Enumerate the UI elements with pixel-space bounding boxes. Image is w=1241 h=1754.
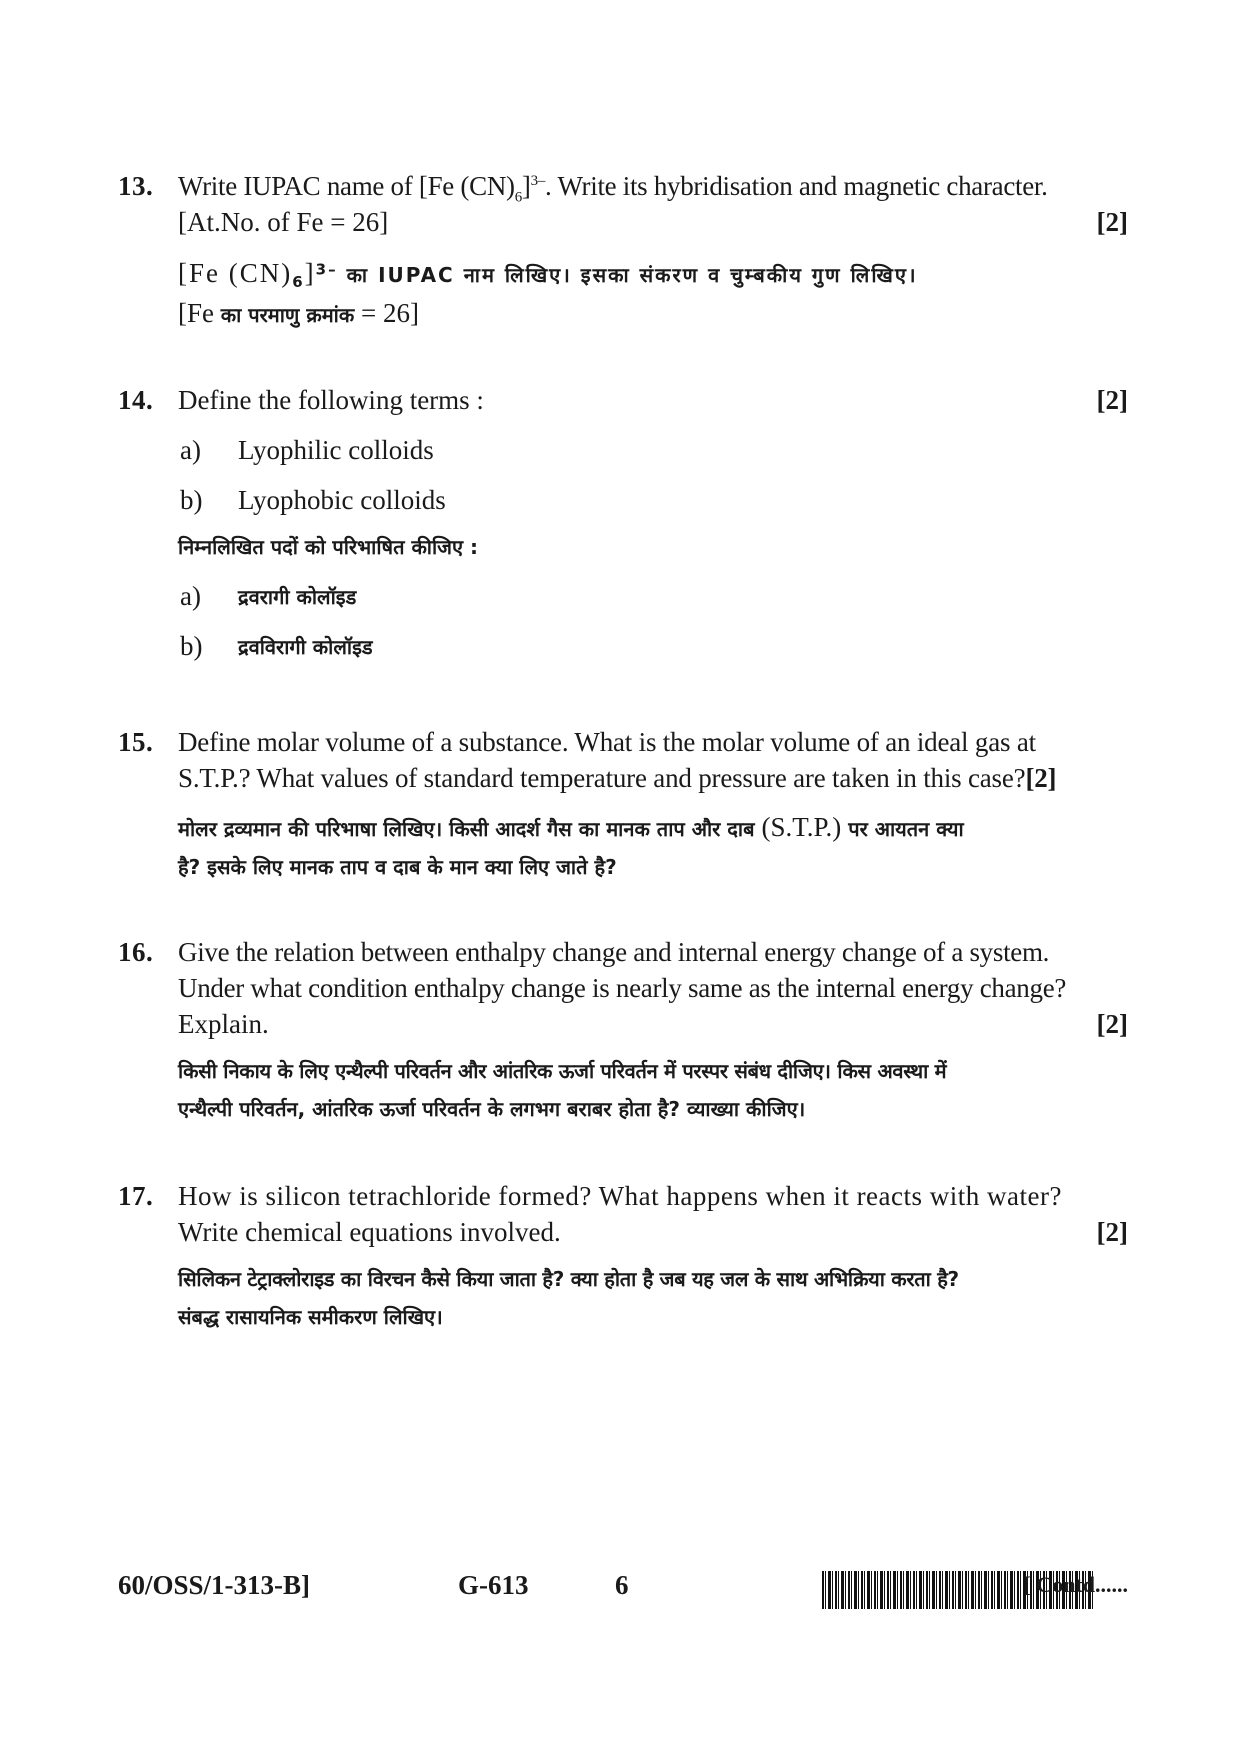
question-text-hi: [Fe का परमाणु क्रमांक = 26]	[178, 298, 419, 328]
question-text-hi: सिलिकन टेट्राक्लोराइड का विरचन कैसे किया जाता है? क्या होता है जब यह जल के साथ अभिक्रिया करता है?	[178, 1267, 959, 1291]
list-item: a) Lyophilic colloids	[180, 435, 434, 465]
question-text-en: Under what condition enthalpy change is nearly same as the internal energy change?	[178, 973, 1067, 1003]
list-item: a) द्रवरागी कोलॉइड	[180, 581, 357, 611]
question-number: 16.	[118, 937, 154, 967]
question-text-hi: मोलर द्रव्यमान की परिभाषा लिखिए। किसी आदर्श गैस का मानक ताप और दाब (S.T.P.) पर आयतन क्या	[178, 812, 964, 842]
list-item: b) द्रवविरागी कोलॉइड	[180, 631, 373, 661]
question-number: 17.	[118, 1181, 154, 1211]
question-text-en: Write chemical equations involved.	[178, 1217, 561, 1247]
question-text-en: Write IUPAC name of [Fe $(CN)_6]^{3-}$. Write its hybridisation and magnetic character.	[178, 171, 1048, 206]
question-text-en: Define molar volume of a substance. What is the molar volume of an ideal gas at	[178, 727, 1036, 757]
question-text-en: Explain.	[178, 1009, 269, 1039]
series-code: G-613	[458, 1570, 529, 1600]
marks: [2]	[1096, 1217, 1128, 1247]
question-16	[118, 934, 1128, 1128]
question-text-hi: किसी निकाय के लिए एन्थैल्पी परिवर्तन और आंतरिक ऊर्जा परिवर्तन में परस्पर संबंध दीजिए। किस अवस्था में	[178, 1059, 947, 1083]
question-text-hi: है? इसके लिए मानक ताप व दाब के मान क्या लिए जाते है?	[178, 855, 617, 879]
question-text-en: Define the following terms :	[178, 385, 484, 415]
question-14	[118, 382, 1128, 666]
question-15	[118, 724, 1128, 886]
question-number: 14.	[118, 385, 154, 415]
continued-label: [ Contd......	[1023, 1572, 1128, 1597]
list-item: b) Lyophobic colloids	[180, 485, 446, 515]
question-text-hi: निम्नलिखित पदों को परिभाषित कीजिए :	[178, 535, 479, 559]
marks: [2]	[1096, 1009, 1128, 1039]
question-text-en: S.T.P.? What values of standard temperature and pressure are taken in this case?	[178, 763, 1026, 793]
question-text-hi: [Fe $(CN)_6]^{3-}$ का IUPAC नाम लिखिए। इसका संकरण व चुम्बकीय गुण लिखिए।	[178, 258, 918, 291]
question-17	[118, 1178, 1128, 1336]
question-text-hi: एन्थैल्पी परिवर्तन, आंतरिक ऊर्जा परिवर्तन के लगभग बराबर होता है? व्याख्या कीजिए।	[178, 1097, 806, 1121]
marks: [2]	[1096, 207, 1128, 237]
question-text-hi: संबद्ध रासायनिक समीकरण लिखिए।	[178, 1305, 443, 1329]
question-text-en: How is silicon tetrachloride formed? What happens when it reacts with water?	[178, 1181, 1062, 1211]
marks: [2]	[1096, 385, 1128, 415]
question-number: 15.	[118, 727, 154, 757]
question-13	[118, 168, 1128, 334]
question-text-en: [At.No. of Fe = 26]	[178, 207, 389, 237]
question-number: 13.	[118, 171, 154, 201]
paper-code: 60/OSS/1-313-B]	[118, 1570, 311, 1600]
page-number: 6	[615, 1570, 629, 1600]
marks: [2]	[1025, 763, 1057, 793]
question-text-en: Give the relation between enthalpy change and internal energy change of a system.	[178, 937, 1050, 967]
page-footer	[118, 1567, 1128, 1607]
